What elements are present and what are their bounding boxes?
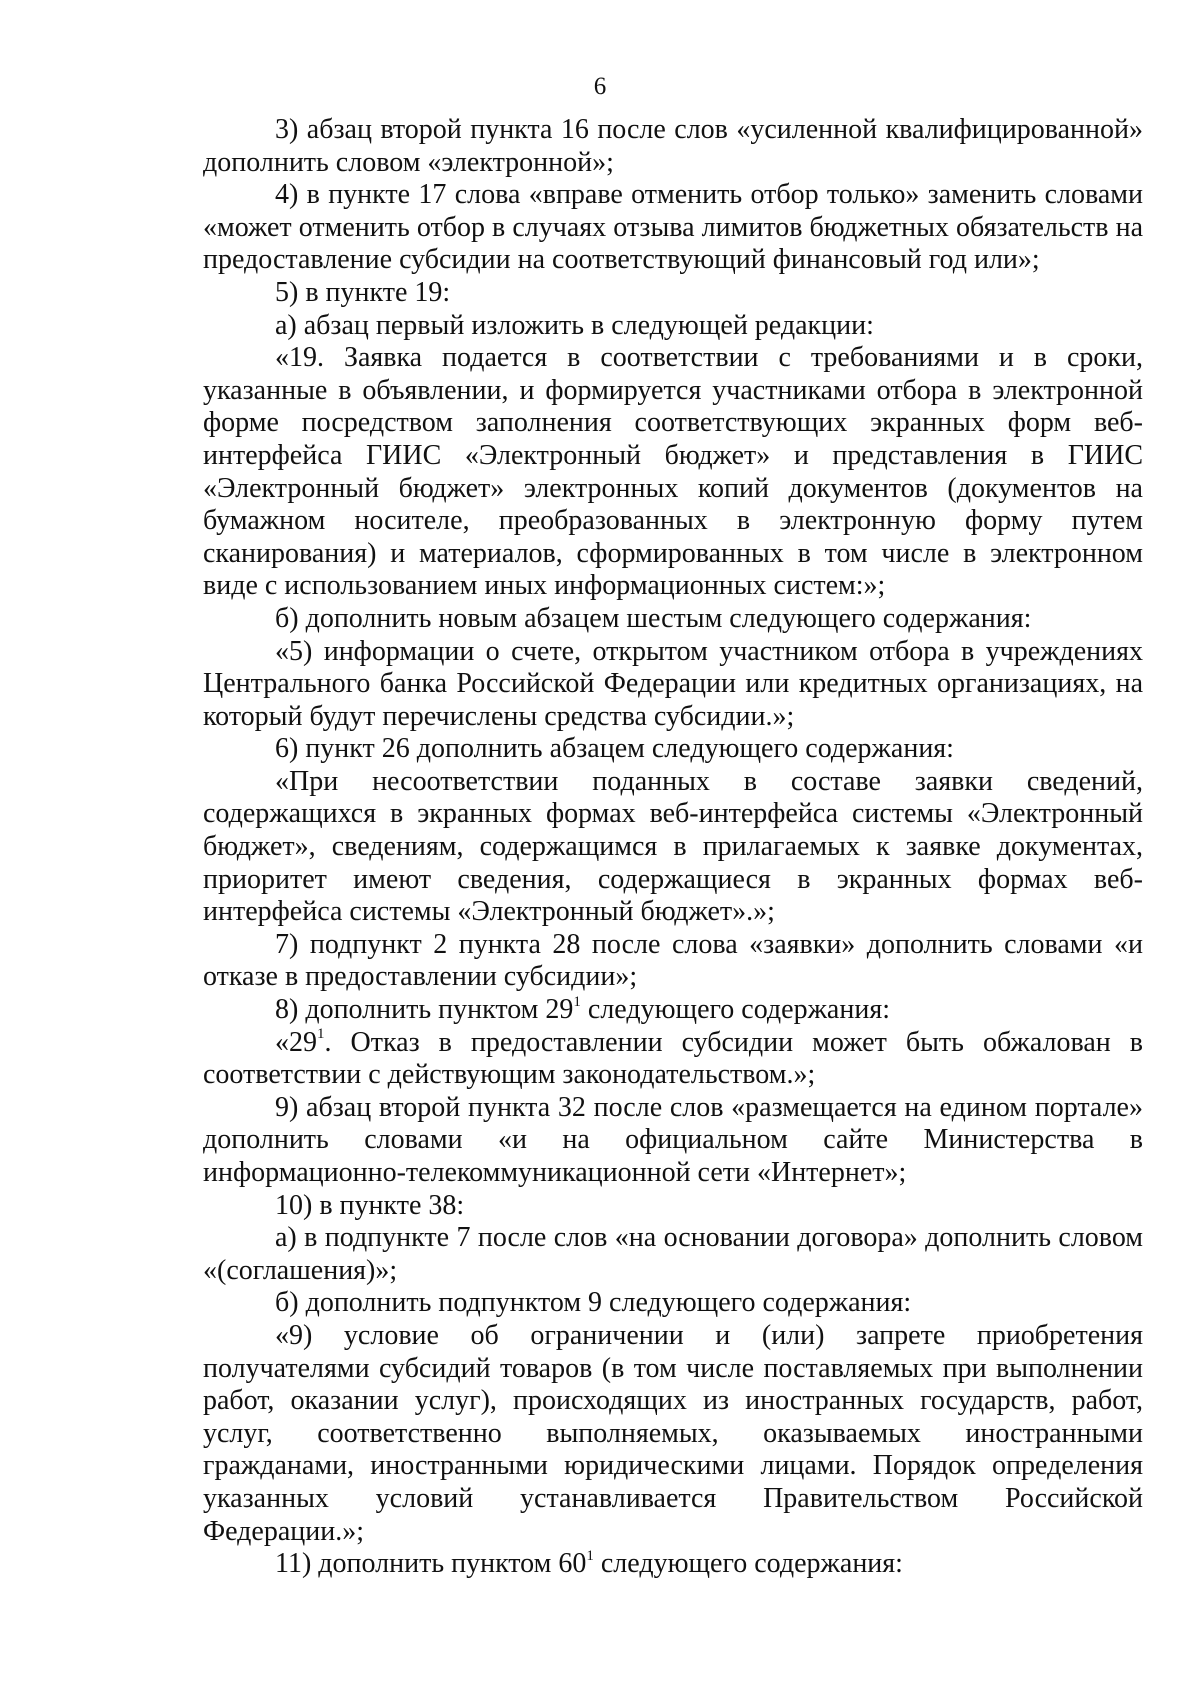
page-number: 6 xyxy=(593,73,607,100)
paragraph-6: 6) пункт 26 дополнить абзацем следующего содержания: xyxy=(275,733,954,765)
paragraph-11-after: следующего содержания: xyxy=(593,1548,903,1580)
paragraph-10: 10) в пункте 38: xyxy=(275,1189,465,1221)
paragraph-5: 5) в пункте 19: xyxy=(275,276,451,308)
paragraph-9: 9) абзац второй пункта 32 после слов «размещается на едином портале» дополнить словами «и на официальном сайте Министерства в информационно-телекоммуникационной сети «Интернет»; xyxy=(203,1091,1143,1188)
superscript: 1 xyxy=(586,1547,594,1564)
paragraph-5b-text: «5) информации о счете, открытом участником отбора в учреждениях Центрального банка Российской Федерации или кредитных организациях, на который будут перечислены средства субсидии.»; xyxy=(203,635,1143,732)
paragraph-4: 4) в пункте 17 слова «вправе отменить отбор только» заменить словами «может отменить отбор в случаях отзыва лимитов бюджетных обязательств на предоставление субсидии на соответствующий финансовый год или»; xyxy=(203,179,1143,276)
paragraph-5a: а) абзац первый изложить в следующей редакции: xyxy=(275,309,874,341)
paragraph-11 xyxy=(203,1548,1143,1581)
paragraph-7: 7) подпункт 2 пункта 28 после слова «заявки» дополнить словами «и отказе в предоставлении субсидии»; xyxy=(203,928,1143,993)
paragraph-8 xyxy=(203,994,1143,1027)
paragraph-11-before: 11) дополнить пунктом 60 xyxy=(275,1548,587,1580)
paragraph-8-before: 8) дополнить пунктом 29 xyxy=(275,994,574,1026)
document-body xyxy=(203,114,1143,1581)
paragraph-10b-text: «9) условие об ограничении и (или) запрете приобретения получателями субсидий товаров (в том числе поставляемых при выполнении работ, оказании услуг), происходящих из иностранных государств, работ, услуг, соответственно выполняемых, оказываемых иностранными гражданами, иностранными юридическими лицами. Порядок определения указанных условий устанавливается Правительством Российской Федерации.»; xyxy=(203,1319,1143,1547)
superscript: 1 xyxy=(317,1026,325,1043)
paragraph-29-1-text xyxy=(203,1027,1143,1092)
paragraph-19-text: «19. Заявка подается в соответствии с требованиями и в сроки, указанные в объявлении, и формируется участниками отбора в электронной форме посредством заполнения соответствующих экранных форм веб-интерфейса ГИИС «Электронный бюджет» и представления в ГИИС «Электронный бюджет» электронных копий документов (документов на бумажном носителе, преобразованных в электронную форму путем сканирования) и материалов, сформированных в том числе в электронном виде с использованием иных информационных систем:»; xyxy=(203,342,1143,602)
paragraph-5b: б) дополнить новым абзацем шестым следующего содержания: xyxy=(275,602,1032,634)
paragraph-6-text: «При несоответствии поданных в составе заявки сведений, содержащихся в экранных формах веб-интерфейса системы «Электронный бюджет», сведениям, содержащимся в прилагаемых к заявке документах, приоритет имеют сведения, содержащиеся в экранных формах веб-интерфейса системы «Электронный бюджет».»; xyxy=(203,765,1143,928)
paragraph-29-1-after: . Отказ в предоставлении субсидии может быть обжалован в соответствии с действующим законодательством.»; xyxy=(203,1026,1143,1091)
superscript: 1 xyxy=(573,993,581,1010)
paragraph-10a: а) в подпункте 7 после слов «на основании договора» дополнить словом «(соглашения)»; xyxy=(203,1222,1143,1286)
paragraph-8-after: следующего содержания: xyxy=(580,994,890,1026)
paragraph-10b: б) дополнить подпунктом 9 следующего содержания: xyxy=(275,1287,912,1319)
paragraph-29-1-before: «29 xyxy=(275,1026,317,1058)
paragraph-3: 3) абзац второй пункта 16 после слов «усиленной квалифицированной» дополнить словом «электронной»; xyxy=(203,114,1143,178)
